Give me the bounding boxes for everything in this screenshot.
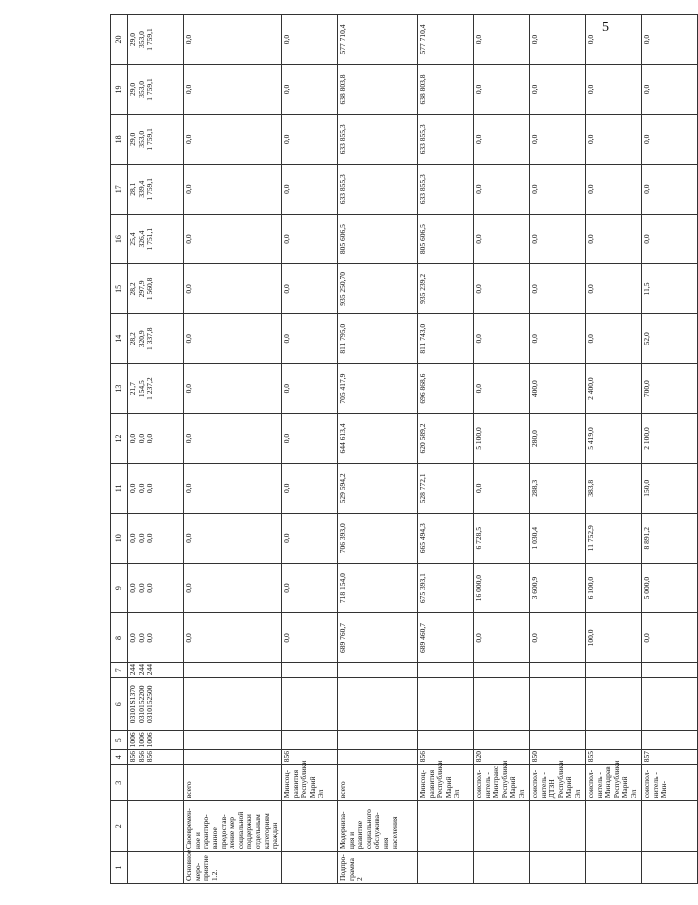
table-cell: 0,0 <box>281 15 337 65</box>
table-cell: 0,0 <box>473 15 529 65</box>
table-cell: 529 594,2 <box>337 463 417 513</box>
table-cell: 705 417,9 <box>337 364 417 414</box>
table-cell <box>585 852 641 884</box>
table-cell <box>473 731 529 750</box>
table-cell: 52,0 <box>641 314 697 364</box>
table-cell <box>184 678 282 731</box>
table-cell <box>281 852 337 884</box>
column-header: 4 <box>111 750 128 765</box>
table-cell: соиспол-нитель - Минздрав Республики Марий Эл <box>585 765 641 801</box>
table-cell: 718 154,0 <box>337 563 417 613</box>
table-cell <box>473 852 529 884</box>
table-cell: 100,0 <box>585 613 641 663</box>
table-cell <box>529 852 585 884</box>
table-cell: 0,0 <box>473 613 529 663</box>
table-cell: 0,0 <box>473 314 529 364</box>
table-cell: 850 <box>529 750 585 765</box>
table-cell: 0,0 <box>529 214 585 264</box>
table-cell: 280,0 <box>529 414 585 464</box>
table-cell <box>417 663 473 678</box>
table-cell: 706 393,0 <box>337 513 417 563</box>
table-cell: 696 868,6 <box>417 364 473 414</box>
table-cell: Подпро-грамма 2 <box>337 852 417 884</box>
column-header: 11 <box>111 463 128 513</box>
column-header: 19 <box>111 65 128 115</box>
table-cell <box>128 765 184 801</box>
table-cell <box>529 678 585 731</box>
table-cell: 0,0 <box>281 563 337 613</box>
table-cell: Минсоц-развития Республики Марий Эл <box>281 765 337 801</box>
column-header: 1 <box>111 852 128 884</box>
column-header: 5 <box>111 731 128 750</box>
table-cell: 5 100,0 <box>473 414 529 464</box>
column-header: 3 <box>111 765 128 801</box>
table-cell: 288,3 <box>529 463 585 513</box>
table-cell: 0,0 <box>529 114 585 164</box>
table-cell: 0,0 <box>529 314 585 364</box>
table-cell: 3 600,9 <box>529 563 585 613</box>
table-cell: 0,0 <box>529 164 585 214</box>
table-cell <box>585 663 641 678</box>
table-cell: 0,0 <box>281 264 337 314</box>
table-cell: 856 <box>417 750 473 765</box>
table-cell <box>128 852 184 884</box>
table-cell: 689 460,7 <box>417 613 473 663</box>
table-cell: 0,0 <box>184 214 282 264</box>
table-cell: 0,0 <box>184 513 282 563</box>
column-header: 17 <box>111 164 128 214</box>
table-cell: соиспол-нитель - Минтранс Республики Марий Эл <box>473 765 529 801</box>
table-cell: 0,0 <box>281 314 337 364</box>
table-cell: 644 613,4 <box>337 414 417 464</box>
column-header: 2 <box>111 801 128 852</box>
table-row <box>184 15 282 884</box>
table-cell <box>337 750 417 765</box>
table-cell: 856 <box>281 750 337 765</box>
table-cell: 0,0 <box>585 314 641 364</box>
header-row <box>111 15 128 884</box>
table-row <box>641 15 697 884</box>
table-cell: 03101S1370 0310152200 0310152500 <box>128 678 184 731</box>
table-row <box>585 15 641 884</box>
table-cell: 577 710,4 <box>417 15 473 65</box>
table-cell: 244 244 244 <box>128 663 184 678</box>
table-cell: 0,0 <box>281 214 337 264</box>
table-cell: 0,0 <box>281 65 337 115</box>
table-cell: 21,7 154,5 1 237,2 <box>128 364 184 414</box>
table-cell <box>641 663 697 678</box>
table-cell: 633 855,3 <box>417 114 473 164</box>
table-cell <box>473 663 529 678</box>
table-cell <box>529 731 585 750</box>
column-header: 12 <box>111 414 128 464</box>
table-cell <box>417 852 473 884</box>
table-cell: 0,0 <box>529 65 585 115</box>
column-header: 14 <box>111 314 128 364</box>
table-cell: 805 606,5 <box>417 214 473 264</box>
table-cell: всего <box>184 765 282 801</box>
table-cell <box>417 678 473 731</box>
table-cell: 805 606,5 <box>337 214 417 264</box>
table-cell: 0,0 <box>641 613 697 663</box>
table-cell <box>337 678 417 731</box>
table-cell: 620 589,2 <box>417 414 473 464</box>
table-cell: 0,0 <box>529 15 585 65</box>
table-cell: 0,0 <box>641 65 697 115</box>
table-cell: 811 743,0 <box>417 314 473 364</box>
table-cell: 820 <box>473 750 529 765</box>
table-cell: 150,0 <box>641 463 697 513</box>
table-cell: 0,0 <box>473 114 529 164</box>
table-cell: 528 772,1 <box>417 463 473 513</box>
table-cell: 0,0 <box>184 15 282 65</box>
table-cell: 0,0 <box>641 15 697 65</box>
table-cell: 383,8 <box>585 463 641 513</box>
table-cell: 855 <box>585 750 641 765</box>
table-cell: 0,0 <box>529 613 585 663</box>
table-cell: 633 855,3 <box>337 114 417 164</box>
table-cell: 0,0 <box>585 214 641 264</box>
table-cell <box>641 678 697 731</box>
table-cell: 0,0 <box>281 513 337 563</box>
table-cell: 0,0 <box>473 264 529 314</box>
table-cell <box>281 731 337 750</box>
table-cell <box>417 801 473 852</box>
table-cell: 28,1 339,4 1 759,1 <box>128 164 184 214</box>
table-cell: 0,0 <box>529 264 585 314</box>
table-cell: 11 752,9 <box>585 513 641 563</box>
table-cell: 577 710,4 <box>337 15 417 65</box>
table-cell: 0,0 <box>585 164 641 214</box>
table-cell: 0,0 <box>281 114 337 164</box>
table-cell: 5 419,0 <box>585 414 641 464</box>
table-cell: 857 <box>641 750 697 765</box>
table-cell: 28,2 320,9 1 337,8 <box>128 314 184 364</box>
column-header: 20 <box>111 15 128 65</box>
table-cell: 935 250,70 <box>337 264 417 314</box>
table-cell: 0,0 0,0 0,0 <box>128 463 184 513</box>
column-header: 10 <box>111 513 128 563</box>
table-cell <box>184 750 282 765</box>
column-header: 9 <box>111 563 128 613</box>
table-cell: 2 100,0 <box>641 414 697 464</box>
table-cell <box>585 731 641 750</box>
table-cell: 0,0 <box>281 613 337 663</box>
table-cell <box>281 663 337 678</box>
table-cell: 0,0 <box>184 264 282 314</box>
table-cell: 665 494,3 <box>417 513 473 563</box>
table-cell: всего <box>337 765 417 801</box>
page-number: 5 <box>602 20 609 35</box>
table-cell: 0,0 <box>585 65 641 115</box>
table-cell: 633 855,3 <box>337 164 417 214</box>
table-cell: 16 000,0 <box>473 563 529 613</box>
table-row <box>473 15 529 884</box>
table-cell <box>184 731 282 750</box>
table-cell <box>337 731 417 750</box>
table-cell <box>585 801 641 852</box>
table-cell: 0,0 <box>281 164 337 214</box>
table-cell: Минсоц-развития Республики Марий Эл <box>417 765 473 801</box>
table-cell <box>641 731 697 750</box>
table-cell: соиспол-нитель - ДТЗН Республики Марий Эл <box>529 765 585 801</box>
table-cell <box>417 731 473 750</box>
table-cell: 0,0 <box>184 414 282 464</box>
table-cell: 811 795,0 <box>337 314 417 364</box>
table-cell: 638 803,8 <box>417 65 473 115</box>
table-cell: 0,0 <box>473 65 529 115</box>
table-cell <box>184 663 282 678</box>
table-cell: 638 803,8 <box>337 65 417 115</box>
table-cell: 29,0 353,0 1 759,1 <box>128 65 184 115</box>
table-cell: 6 728,5 <box>473 513 529 563</box>
table-cell: 0,0 <box>473 214 529 264</box>
table-cell: 0,0 <box>184 314 282 364</box>
table-cell: 28,2 297,9 1 560,8 <box>128 264 184 314</box>
table-cell: 0,0 0,0 0,0 <box>128 613 184 663</box>
table-cell: 633 855,3 <box>417 164 473 214</box>
table-cell: 0,0 <box>585 264 641 314</box>
table-cell: 1006 1006 1006 <box>128 731 184 750</box>
column-header: 18 <box>111 114 128 164</box>
table-cell <box>281 801 337 852</box>
table-cell: 6 100,0 <box>585 563 641 613</box>
table-row <box>337 15 417 884</box>
table-cell: 29,0 353,0 1 759,1 <box>128 15 184 65</box>
table-cell: 935 239,2 <box>417 264 473 314</box>
table-row <box>417 15 473 884</box>
column-header: 15 <box>111 264 128 314</box>
table-cell <box>281 678 337 731</box>
table-cell: Модерниза-ция и развитие социального обслужива-ния населения <box>337 801 417 852</box>
table-cell: 700,0 <box>641 364 697 414</box>
table-cell: 0,0 <box>184 463 282 513</box>
table-cell: 689 760,7 <box>337 613 417 663</box>
table-cell: 0,0 <box>184 563 282 613</box>
table-cell <box>128 801 184 852</box>
table-cell <box>641 801 697 852</box>
table-cell: 400,0 <box>529 364 585 414</box>
table-row <box>529 15 585 884</box>
table-cell: 0,0 <box>585 114 641 164</box>
column-header: 8 <box>111 613 128 663</box>
table-cell: 2 400,0 <box>585 364 641 414</box>
table-cell: Своевремен-ное и гарантиро-ванное предостав-ление мер социальной поддержки отдельным категориям граждан <box>184 801 282 852</box>
table-cell: 0,0 <box>184 114 282 164</box>
table-cell: 0,0 <box>585 15 641 65</box>
table-cell <box>641 852 697 884</box>
table-cell: 0,0 <box>281 364 337 414</box>
table-cell: 0,0 <box>184 613 282 663</box>
table-cell: 29,0 353,0 1 759,1 <box>128 114 184 164</box>
budget-table-rotated <box>110 14 669 884</box>
table-cell: 0,0 <box>473 463 529 513</box>
table-cell: 0,0 <box>473 364 529 414</box>
table-cell: 0,0 <box>473 164 529 214</box>
table-cell: 11,5 <box>641 264 697 314</box>
table-cell: 0,0 0,0 0,0 <box>128 513 184 563</box>
table-cell: 0,0 <box>641 214 697 264</box>
table-cell: 5 000,0 <box>641 563 697 613</box>
table-cell: 0,0 <box>184 164 282 214</box>
table-cell: 856 856 856 <box>128 750 184 765</box>
column-header: 16 <box>111 214 128 264</box>
table-cell <box>529 663 585 678</box>
table-cell: 0,0 <box>641 114 697 164</box>
table-cell: 0,0 0,0 0,0 <box>128 414 184 464</box>
table-cell <box>585 678 641 731</box>
table-cell <box>473 801 529 852</box>
table-cell: 0,0 0,0 0,0 <box>128 563 184 613</box>
table-row <box>281 15 337 884</box>
column-header: 6 <box>111 678 128 731</box>
table-cell: 1 030,4 <box>529 513 585 563</box>
table-row <box>128 15 184 884</box>
column-header: 13 <box>111 364 128 414</box>
table-cell: 0,0 <box>281 463 337 513</box>
budget-table <box>110 14 698 884</box>
table-cell: 8 891,2 <box>641 513 697 563</box>
column-header: 7 <box>111 663 128 678</box>
table-cell: соиспол-нитель - Мин- <box>641 765 697 801</box>
table-cell <box>473 678 529 731</box>
table-cell <box>529 801 585 852</box>
table-body <box>128 15 698 884</box>
table-cell: Основное меро-приятие 1.2. <box>184 852 282 884</box>
table-cell: 675 393,1 <box>417 563 473 613</box>
table-cell: 0,0 <box>184 364 282 414</box>
table-cell <box>337 663 417 678</box>
table-cell: 0,0 <box>641 164 697 214</box>
table-cell: 0,0 <box>184 65 282 115</box>
table-cell: 0,0 <box>281 414 337 464</box>
table-cell: 25,4 326,4 1 751,1 <box>128 214 184 264</box>
